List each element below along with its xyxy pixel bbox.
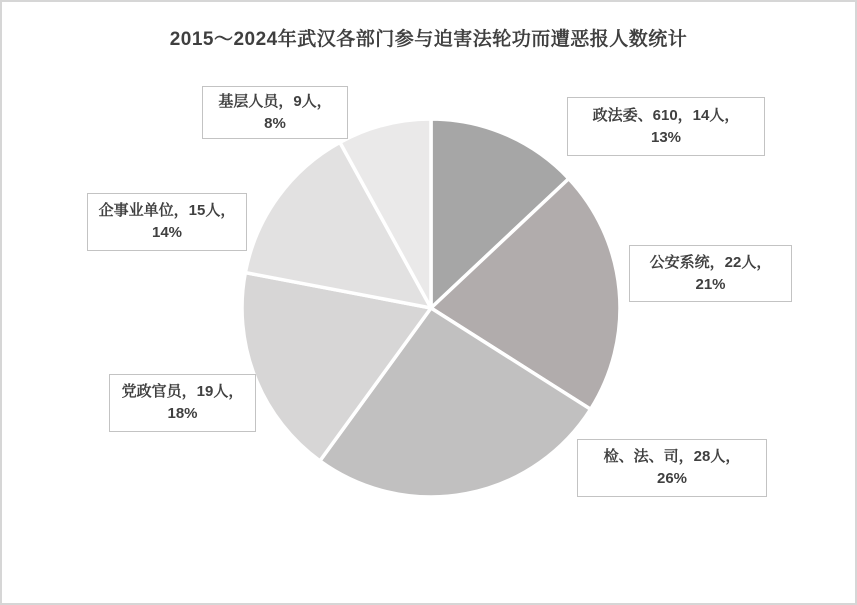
slice-callout-dangzheng (109, 374, 256, 432)
callout-text: 党政官员，19人， (121, 383, 244, 401)
callout-text: 企事业单位，15人， (98, 202, 236, 220)
slice-callout-gongan (629, 245, 792, 302)
slice-callout-jianfasi (577, 439, 767, 497)
slice-callout-zhengfawei-610 (567, 97, 765, 156)
pie-chart (240, 117, 622, 499)
slice-callout-jiceng (202, 86, 348, 139)
callout-text: 政法委、610，14人， (592, 106, 740, 124)
callout-percent: 26% (656, 470, 688, 487)
callout-percent: 21% (695, 275, 726, 293)
callout-text: 基层人员，9人， (218, 92, 332, 110)
slice-callout-qishiye (87, 193, 247, 251)
callout-percent: 18% (167, 405, 198, 422)
callout-percent: 13% (650, 128, 682, 146)
callout-text: 公安系统，22人， (649, 253, 772, 271)
callout-percent: 14% (151, 224, 183, 241)
callout-text: 检、法、司，28人， (603, 448, 741, 466)
chart-title: 2015～2024年武汉各部门参与迫害法轮功而遭恶报人数统计 (169, 29, 688, 50)
callout-percent: 8% (264, 114, 286, 132)
